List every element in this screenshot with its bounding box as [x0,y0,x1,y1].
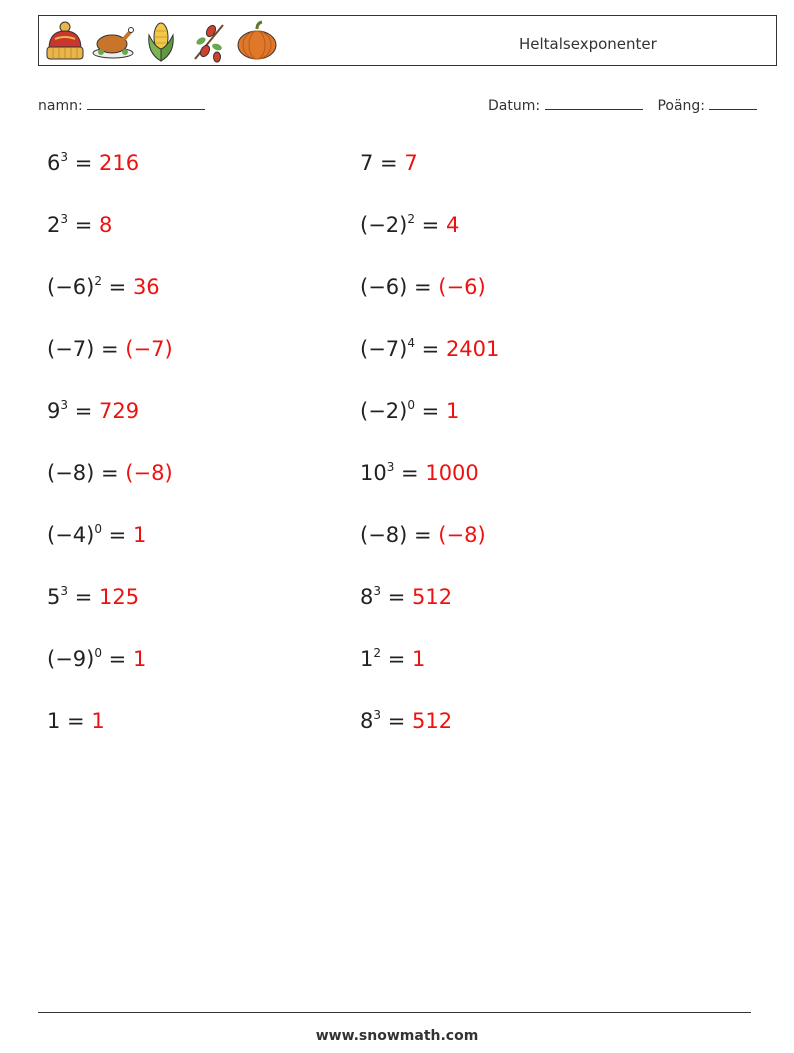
score-label: Poäng: [657,98,706,114]
problem-item: $(-2)^2 = 4$ [360,212,460,237]
footer-url[interactable]: www.snowmath.com [315,1028,479,1044]
problem-item: 7 = 7 [360,151,418,175]
problem-item: $(-2)^0 = 1$ [360,398,460,423]
corn-icon [139,19,183,63]
problem-item: $(-9)^0 = 1$ [47,646,147,671]
score-line[interactable] [709,95,757,110]
problem-item: $(-7)^4 = 2401$ [360,336,500,361]
pumpkin-icon [235,19,279,63]
winter-hat-icon [43,19,87,63]
worksheet-header [38,15,777,66]
roast-turkey-icon [91,19,135,63]
problem-item: $5^3 = 125$ [47,584,140,609]
date-field [488,95,757,114]
problem-item: 1 = 1 [47,709,105,733]
problem-item: $1^2 = 1$ [360,646,426,671]
problem-item: $(-6)^2 = 36$ [47,274,160,299]
problem-item: (−7) = (−7) [47,337,173,361]
problem-item: (−6) = (−6) [360,275,486,299]
problem-item: (−8) = (−8) [360,523,486,547]
name-line[interactable] [87,95,205,110]
problem-item: $8^3 = 512$ [360,584,453,609]
header-icons [43,19,279,63]
problem-item: $(-4)^0 = 1$ [47,522,147,547]
problem-item: (−8) = (−8) [47,461,173,485]
problem-item: $6^3 = 216$ [47,150,140,175]
problem-item: $2^3 = 8$ [47,212,113,237]
name-label: namn: [38,98,83,114]
problem-item: $10^3 = 1000$ [360,460,479,485]
date-label: Datum: [488,98,541,114]
name-field [38,95,205,114]
worksheet-title: Heltalsexponenter [519,35,657,53]
rosehip-branch-icon [187,19,231,63]
problem-item: $9^3 = 729$ [47,398,140,423]
footer-divider [38,1012,751,1013]
date-line[interactable] [545,95,643,110]
problem-item: $8^3 = 512$ [360,708,453,733]
